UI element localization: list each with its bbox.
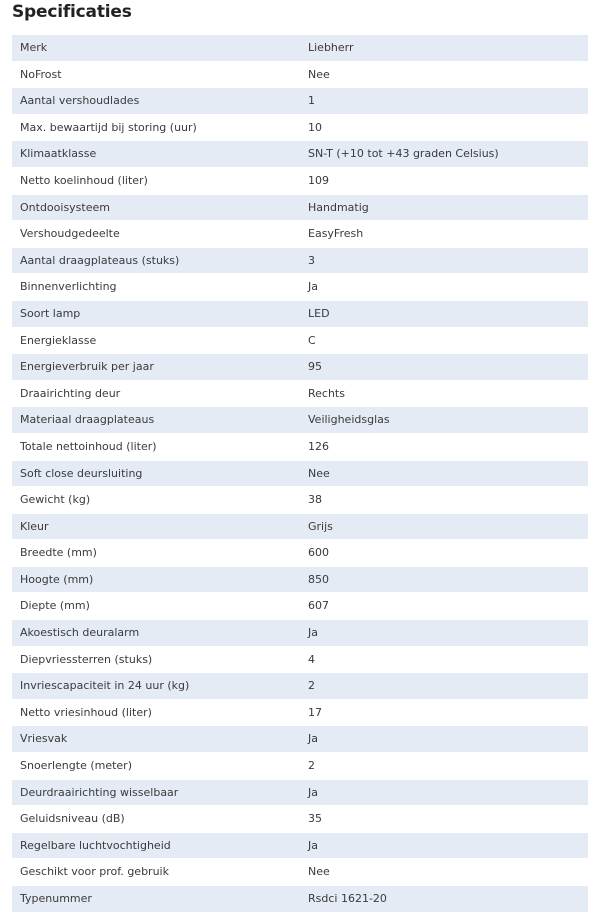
spec-value: 2	[300, 673, 588, 700]
spec-label: Diepte (mm)	[12, 593, 300, 620]
spec-label: Netto vriesinhoud (liter)	[12, 699, 300, 726]
spec-row	[12, 114, 588, 141]
spec-value: 600	[300, 540, 588, 567]
spec-value: Nee	[300, 61, 588, 88]
spec-value: 3	[300, 247, 588, 274]
spec-label: NoFrost	[12, 61, 300, 88]
spec-label: Kleur	[12, 513, 300, 540]
spec-row	[12, 167, 588, 194]
spec-value: Rechts	[300, 380, 588, 407]
spec-label: Gewicht (kg)	[12, 487, 300, 514]
spec-value: Handmatig	[300, 194, 588, 221]
spec-value: 109	[300, 167, 588, 194]
spec-value: Nee	[300, 859, 588, 886]
spec-row	[12, 806, 588, 833]
spec-row	[12, 354, 588, 381]
spec-label: Netto koelinhoud (liter)	[12, 167, 300, 194]
spec-label: Deurdraairichting wisselbaar	[12, 779, 300, 806]
spec-value: Nee	[300, 460, 588, 487]
specifications-table-body	[12, 35, 588, 912]
spec-label: Klimaatklasse	[12, 141, 300, 168]
spec-row	[12, 886, 588, 913]
spec-value: 10	[300, 114, 588, 141]
spec-value: 38	[300, 487, 588, 514]
spec-row	[12, 620, 588, 647]
spec-row	[12, 566, 588, 593]
spec-value: 95	[300, 354, 588, 381]
spec-row	[12, 859, 588, 886]
spec-value: Grijs	[300, 513, 588, 540]
spec-row	[12, 407, 588, 434]
spec-value: LED	[300, 300, 588, 327]
spec-label: Hoogte (mm)	[12, 566, 300, 593]
spec-row	[12, 327, 588, 354]
specifications-table	[12, 35, 588, 913]
spec-label: Soft close deursluiting	[12, 460, 300, 487]
spec-value: Rsdci 1621-20	[300, 886, 588, 913]
spec-value: 4	[300, 646, 588, 673]
spec-value: 1	[300, 88, 588, 115]
spec-label: Geschikt voor prof. gebruik	[12, 859, 300, 886]
spec-label: Vershoudgedeelte	[12, 221, 300, 248]
spec-value: EasyFresh	[300, 221, 588, 248]
spec-label: Totale nettoinhoud (liter)	[12, 433, 300, 460]
spec-label: Geluidsniveau (dB)	[12, 806, 300, 833]
spec-value: 607	[300, 593, 588, 620]
spec-row	[12, 247, 588, 274]
spec-label: Max. bewaartijd bij storing (uur)	[12, 114, 300, 141]
spec-row	[12, 380, 588, 407]
spec-row	[12, 673, 588, 700]
spec-row	[12, 194, 588, 221]
spec-label: Invriescapaciteit in 24 uur (kg)	[12, 673, 300, 700]
spec-value: Liebherr	[300, 35, 588, 61]
spec-label: Energieverbruik per jaar	[12, 354, 300, 381]
spec-row	[12, 487, 588, 514]
spec-label: Draairichting deur	[12, 380, 300, 407]
spec-label: Aantal vershoudlades	[12, 88, 300, 115]
spec-row	[12, 141, 588, 168]
spec-row	[12, 779, 588, 806]
spec-label: Snoerlengte (meter)	[12, 753, 300, 780]
spec-row	[12, 433, 588, 460]
spec-value: 17	[300, 699, 588, 726]
spec-value: 850	[300, 566, 588, 593]
spec-value: 2	[300, 753, 588, 780]
page-title: Specificaties	[12, 2, 132, 22]
spec-label: Soort lamp	[12, 300, 300, 327]
spec-row	[12, 35, 588, 61]
spec-label: Merk	[12, 35, 300, 61]
spec-row	[12, 300, 588, 327]
spec-label: Diepvriessterren (stuks)	[12, 646, 300, 673]
spec-label: Materiaal draagplateaus	[12, 407, 300, 434]
spec-label: Regelbare luchtvochtigheid	[12, 832, 300, 859]
spec-value: C	[300, 327, 588, 354]
spec-label: Ontdooisysteem	[12, 194, 300, 221]
spec-label: Breedte (mm)	[12, 540, 300, 567]
spec-row	[12, 699, 588, 726]
spec-label: Binnenverlichting	[12, 274, 300, 301]
spec-row	[12, 540, 588, 567]
spec-row	[12, 513, 588, 540]
spec-row	[12, 726, 588, 753]
spec-label: Typenummer	[12, 886, 300, 913]
spec-value: Veiligheidsglas	[300, 407, 588, 434]
spec-label: Vriesvak	[12, 726, 300, 753]
spec-row	[12, 61, 588, 88]
spec-label: Energieklasse	[12, 327, 300, 354]
spec-row	[12, 646, 588, 673]
spec-label: Akoestisch deuralarm	[12, 620, 300, 647]
spec-row	[12, 88, 588, 115]
spec-value: Ja	[300, 620, 588, 647]
spec-label: Aantal draagplateaus (stuks)	[12, 247, 300, 274]
spec-value: 126	[300, 433, 588, 460]
spec-row	[12, 753, 588, 780]
spec-row	[12, 274, 588, 301]
spec-value: Ja	[300, 726, 588, 753]
spec-row	[12, 221, 588, 248]
spec-row	[12, 593, 588, 620]
spec-value: Ja	[300, 779, 588, 806]
spec-row	[12, 832, 588, 859]
spec-value: Ja	[300, 274, 588, 301]
spec-value: SN-T (+10 tot +43 graden Celsius)	[300, 141, 588, 168]
spec-row	[12, 460, 588, 487]
spec-value: Ja	[300, 832, 588, 859]
spec-value: 35	[300, 806, 588, 833]
